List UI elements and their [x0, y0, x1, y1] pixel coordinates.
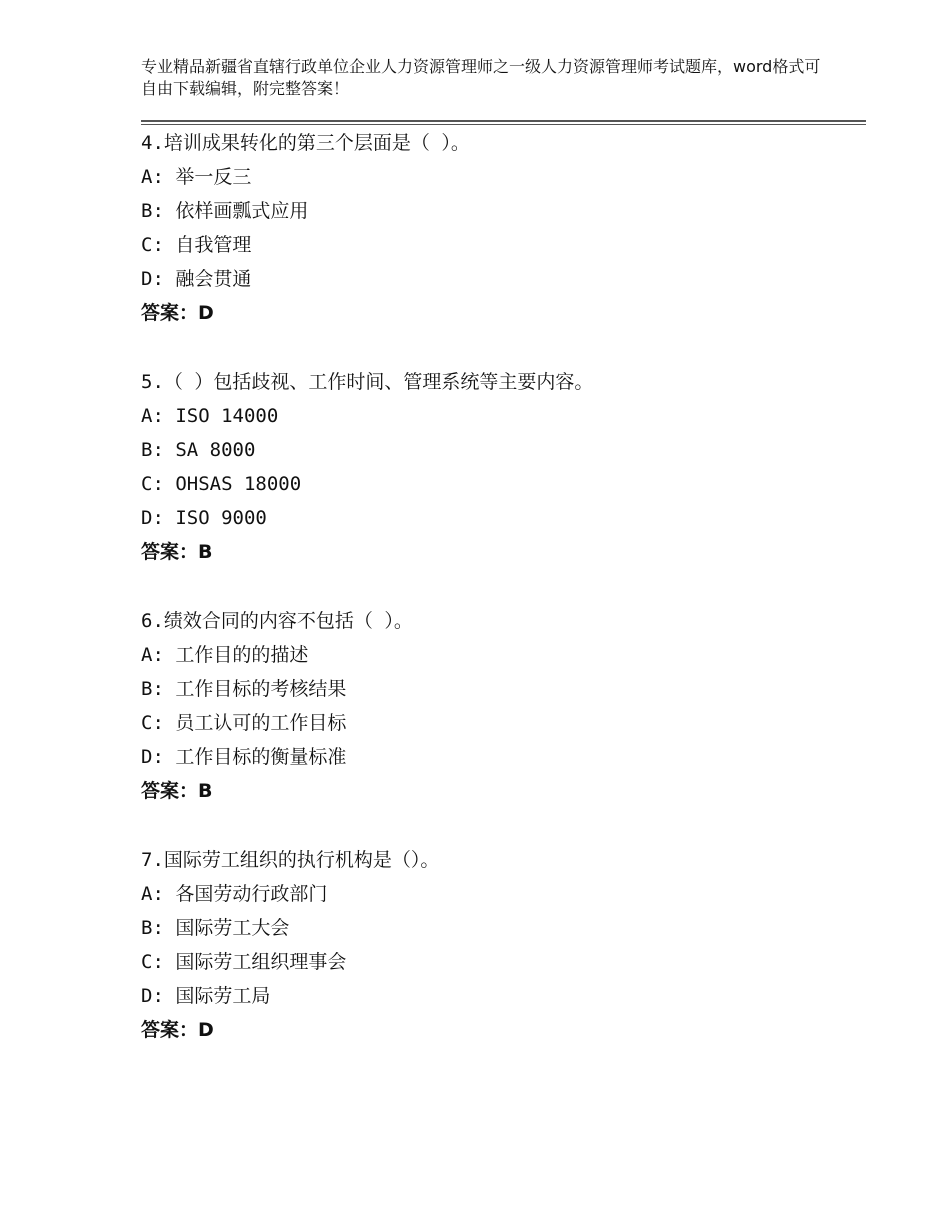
answer-label: 答案：B [141, 541, 213, 563]
option-c: C: 自我管理 [141, 234, 252, 256]
option-d: D: 融会贯通 [141, 268, 252, 290]
answer-label: 答案：B [141, 780, 213, 802]
answer-label: 答案：D [141, 1019, 214, 1041]
option-c: C: 员工认可的工作目标 [141, 712, 347, 734]
header-divider [141, 120, 866, 122]
option-b: B: 工作目标的考核结果 [141, 678, 347, 700]
option-b: B: SA 8000 [141, 439, 256, 461]
document-header: 专业精品新疆省直辖行政单位企业人力资源管理师之一级人力资源管理师考试题库，word格式可自由下载编辑，附完整答案！ [141, 57, 821, 98]
option-a: A: 举一反三 [141, 166, 252, 188]
question-stem: 6.绩效合同的内容不包括（ ）。 [141, 610, 413, 632]
option-d: D: ISO 9000 [141, 507, 267, 529]
question-6 [141, 604, 861, 808]
answer-label: 答案：D [141, 302, 214, 324]
question-stem: 4.培训成果转化的第三个层面是（ ）。 [141, 132, 470, 154]
option-b: B: 依样画瓢式应用 [141, 200, 309, 222]
header-divider-thin [141, 124, 866, 125]
option-c: C: 国际劳工组织理事会 [141, 951, 347, 973]
option-a: A: 工作目的的描述 [141, 644, 309, 666]
option-c: C: OHSAS 18000 [141, 473, 302, 495]
question-stem: 5.（ ）包括歧视、工作时间、管理系统等主要内容。 [141, 371, 594, 393]
option-d: D: 国际劳工局 [141, 985, 271, 1007]
option-d: D: 工作目标的衡量标准 [141, 746, 347, 768]
question-5 [141, 365, 861, 569]
option-b: B: 国际劳工大会 [141, 917, 290, 939]
question-7 [141, 843, 861, 1047]
question-4 [141, 126, 861, 330]
question-stem: 7.国际劳工组织的执行机构是（）。 [141, 849, 440, 871]
option-a: A: 各国劳动行政部门 [141, 883, 328, 905]
option-a: A: ISO 14000 [141, 405, 279, 427]
